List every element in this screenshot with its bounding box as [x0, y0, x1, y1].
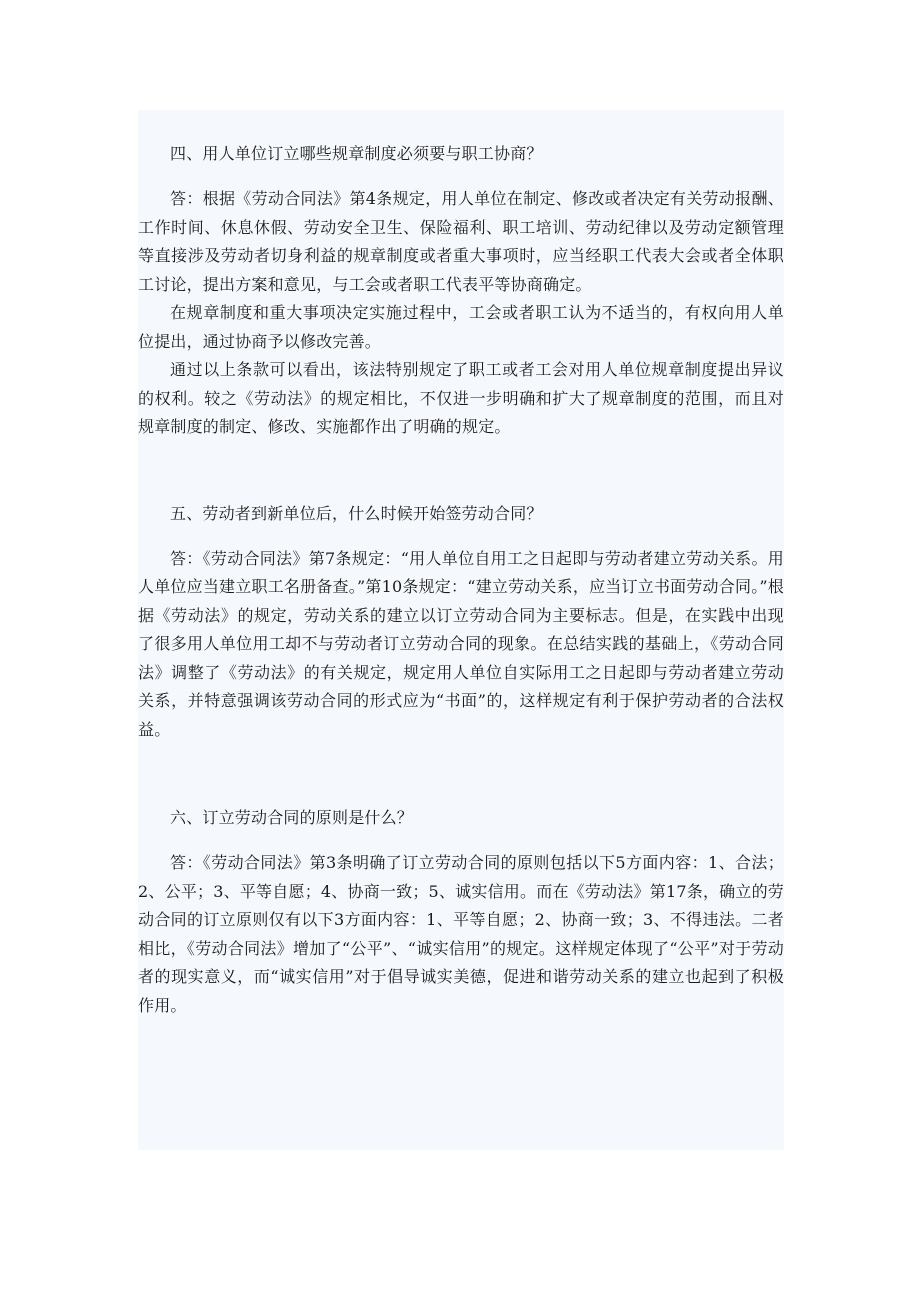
section-4 — [138, 140, 784, 442]
answer-paragraph: 在规章制度和重大事项决定实施过程中，工会或者职工认为不适当的，有权向用人单位提出，通过协商予以修改完善。 — [138, 303, 784, 351]
answer-paragraph: 通过以上条款可以看出，该法特别规定了职工或者工会对用人单位规章制度提出异议的权利。较之《劳动法》的规定相比，不仅进一步明确和扩大了规章制度的范围，而且对规章制度的制定、修改、实施都作出了明确的规定。 — [138, 360, 784, 436]
section-spacer — [138, 442, 784, 500]
document-body — [138, 140, 784, 1020]
answer-paragraph: 答：根据《劳动合同法》第4条规定，用人单位在制定、修改或者决定有关劳动报酬、工作时间、休息休假、劳动安全卫生、保险福利、职工培训、劳动纪律以及劳动定额管理等直接涉及劳动者切身利益的规章制度或者重大事项时，应当经职工代表大会或者全体职工讨论，提出方案和意见，与工会或者职工代表平等协商确定。 — [138, 189, 784, 294]
section-6 — [138, 804, 784, 1020]
answer-paragraph: 答：《劳动合同法》第3条明确了订立劳动合同的原则包括以下5方面内容：1、合法；2、公平；3、平等自愿；4、协商一致；5、诚实信用。而在《劳动法》第17条，确立的劳动合同的订立原则仅有以下3方面内容：1、平等自愿；2、协商一致；3、不得违法。二者相比，《劳动合同法》增加了“公平”、“诚实信用”的规定。这样规定体现了“公平”对于劳动者的现实意义，而“诚实信用”对于倡导诚实美德，促进和谐劳动关系的建立也起到了积极作用。 — [138, 853, 784, 1015]
question-heading: 五、劳动者到新单位后，什么时候开始签劳动合同？ — [170, 503, 543, 523]
question-heading: 六、订立劳动合同的原则是什么？ — [170, 808, 414, 827]
question-heading: 四、用人单位订立哪些规章制度必须要与职工协商？ — [170, 144, 543, 163]
section-spacer — [138, 744, 784, 804]
answer-paragraph: 答：《劳动合同法》第7条规定：“用人单位自用工之日起即与劳动者建立劳动关系。用人单位应当建立职工名册备查。”第10条规定：“建立劳动关系，应当订立书面劳动合同。”根据《劳动法》的规定，劳动关系的建立以订立劳动合同为主要标志。但是，在实践中出现了很多用人单位用工却不与劳动者订立劳动合同的现象。在总结实践的基础上，《劳动合同法》调整了《劳动法》的有关规定，规定用人单位自实际用工之日起即与劳动者建立劳动关系，并特意强调该劳动合同的形式应为“书面”的，这样规定有利于保护劳动者的合法权益。 — [138, 548, 784, 739]
section-5 — [138, 500, 784, 745]
